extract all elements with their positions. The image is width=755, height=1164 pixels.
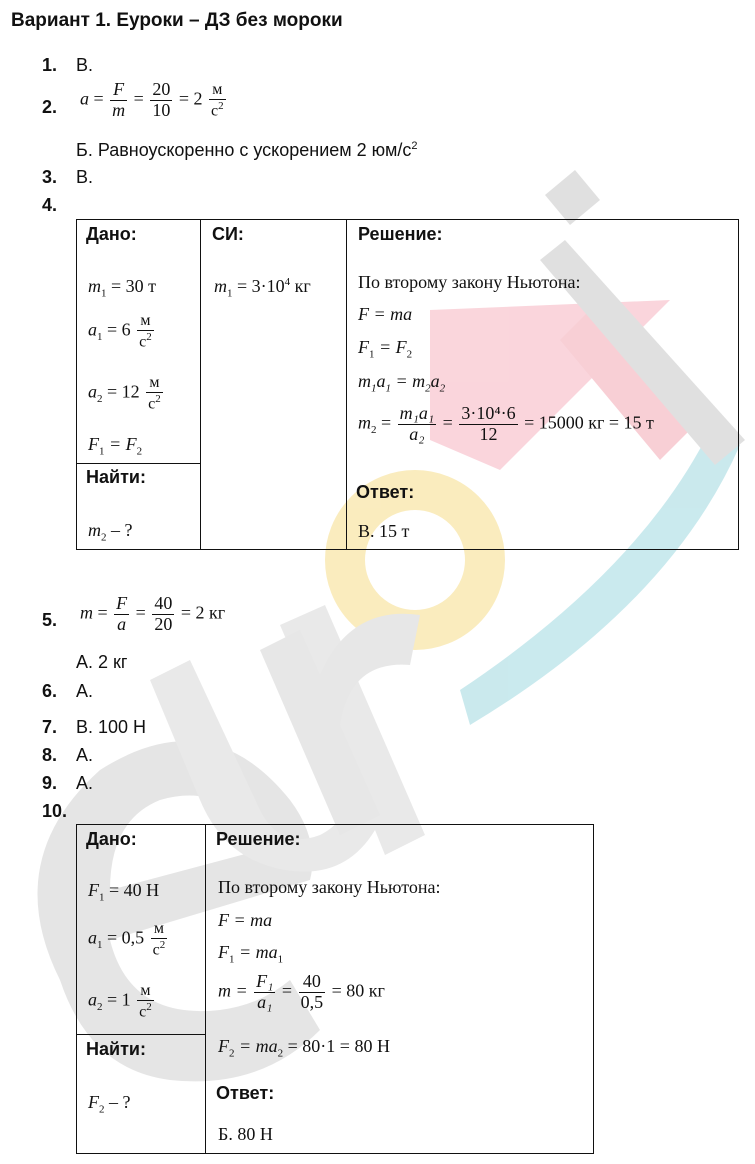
item-1-answer: В. (76, 55, 94, 75)
subscript: 2 (277, 1047, 284, 1060)
symbol: a (88, 319, 97, 340)
symbol: = ma (234, 1036, 278, 1056)
superscript: 2 (218, 99, 224, 112)
fraction-top: м (151, 920, 168, 939)
value: = 6 (107, 319, 131, 340)
fraction-top: 3·10⁴·6 (461, 403, 516, 423)
unit-fraction (137, 982, 154, 1021)
symbol: a (88, 927, 97, 948)
item-5-number: 5. (42, 610, 58, 630)
value: – ? (106, 520, 133, 540)
given-a1 (88, 312, 156, 351)
value: = 12 (107, 381, 140, 402)
superscript: 2 (411, 140, 418, 152)
table-4-answer: В. 15 т (358, 521, 410, 541)
symbol: F (88, 880, 99, 900)
symbol: m (80, 602, 93, 623)
unit-text: с (148, 394, 156, 412)
table-4-si-header: СИ: (212, 224, 244, 244)
item-5-answer: А. 2 кг (76, 652, 128, 672)
answer-text: Б. Равноускоренно с ускорением 2 юм/с (76, 140, 412, 160)
subscript: 1 (227, 287, 233, 300)
subscript: 1 (101, 287, 107, 300)
symbol: = ma (234, 942, 278, 962)
fraction (254, 972, 275, 1013)
item-7-answer: В. 100 Н (76, 717, 147, 737)
symbol: = m (391, 371, 426, 391)
subscript: 2 (101, 531, 107, 544)
fraction (459, 404, 517, 445)
table-4-answer-header: Ответ: (356, 482, 415, 502)
fraction-top: 40 (154, 593, 173, 613)
symbol: a (430, 371, 440, 391)
given-f-equality (88, 434, 142, 458)
unit-fraction (137, 312, 154, 351)
subscript: 1 (97, 938, 103, 951)
value: – ? (104, 1092, 131, 1112)
value: = 3·10 (232, 276, 285, 296)
result: = 80 кг (331, 980, 385, 1001)
unit-text: с (210, 101, 219, 119)
unit-text: с (139, 332, 147, 350)
superscript: 2 (146, 1000, 152, 1013)
result: 2 кг (195, 602, 226, 623)
table-10-divider (205, 824, 206, 1154)
symbol: m (88, 520, 101, 540)
table-4-find (88, 520, 133, 544)
symbol: m (88, 276, 101, 296)
item-6-number: 6. (42, 681, 58, 701)
fraction-top: m₁a₁ (399, 403, 435, 423)
solution-law: По второму закону Ньютона: (358, 272, 581, 292)
superscript: 2 (146, 330, 152, 343)
table-10-find (88, 1092, 131, 1116)
table-4-find-header: Найти: (86, 467, 146, 487)
subscript: 1 (385, 382, 391, 395)
table-10-answer: Б. 80 Н (218, 1124, 273, 1144)
fraction-bottom (137, 1001, 154, 1021)
fraction-bottom: a₁ (257, 991, 273, 1012)
fraction-bottom: 12 (479, 423, 498, 444)
fraction (150, 80, 172, 121)
result: = 15000 кг = 15 т (524, 412, 654, 433)
superscript: 2 (155, 392, 161, 405)
subscript: 2 (406, 348, 413, 361)
symbol: = F (374, 337, 407, 357)
fraction-bottom: 20 (154, 613, 173, 634)
symbol: a (376, 371, 386, 391)
formula-result: 2 (193, 88, 203, 109)
fraction-top: 40 (299, 972, 326, 993)
subscript: 1 (97, 330, 103, 343)
page-title: Вариант 1. Еуроки – ДЗ без мороки (11, 10, 343, 31)
item-6-answer: А. (76, 681, 94, 701)
value: = 30 т (111, 276, 157, 296)
fraction-bottom (209, 100, 226, 120)
item-8-answer: А. (76, 745, 94, 765)
item-10-number: 10. (42, 801, 68, 821)
value: = 1 (102, 989, 131, 1010)
given-a1 (88, 920, 169, 959)
subscript: 2 (229, 1047, 235, 1060)
symbol: m = (218, 980, 248, 1001)
unit-fraction (146, 374, 163, 413)
item-2-answer (76, 140, 417, 161)
item-9-answer: А. (76, 773, 94, 793)
subscript: 2 (439, 382, 446, 395)
subscript: 1 (369, 348, 375, 361)
result: = 80·1 = 80 Н (283, 1036, 390, 1056)
fraction-bottom (146, 393, 163, 413)
symbol: = F (104, 434, 137, 454)
fraction-top: F (110, 80, 127, 101)
superscript: 4 (284, 276, 291, 288)
subscript: 1 (99, 445, 105, 458)
value: = 40 Н (104, 880, 160, 900)
table-4-divider (346, 219, 347, 549)
solution-line-2 (358, 337, 412, 361)
fraction (398, 404, 437, 445)
item-2-number: 2. (42, 97, 58, 117)
solution-line-2 (218, 942, 283, 966)
subscript: 1 (277, 953, 284, 966)
fraction-bottom: 0,5 (300, 991, 324, 1012)
subscript: 1 (99, 891, 105, 904)
table-10-answer-header: Ответ: (216, 1083, 275, 1103)
item-9-number: 9. (42, 773, 58, 793)
symbol: m (358, 371, 371, 391)
subscript: 2 (99, 1103, 105, 1116)
symbol: F (88, 434, 99, 454)
table-4-solution-header: Решение: (358, 224, 443, 244)
symbol: F (218, 1036, 229, 1056)
unit: кг (290, 276, 311, 296)
fraction-top: м (146, 374, 163, 393)
unit-fraction (209, 81, 226, 120)
symbol: a (88, 381, 97, 402)
table-10-find-header: Найти: (86, 1039, 146, 1059)
fraction-bottom (137, 331, 154, 351)
fraction (114, 594, 129, 635)
si-m1 (214, 276, 311, 300)
item-5-formula: m = $\frac{F}{a}$ = $\frac{40}{20}$ = 2 кг (80, 593, 226, 634)
fraction-top: F (116, 593, 128, 613)
item-2-formula: a = $\frac{F}{m}$ = $\frac{20}{10}$ = 2 $\frac{м}{с^2}$ (80, 79, 224, 120)
unit-text: с (152, 940, 160, 958)
subscript: 2 (425, 382, 431, 395)
solution-line-1: F = ma (358, 304, 413, 324)
fraction (299, 972, 326, 1013)
solution-line-4 (218, 1036, 390, 1060)
fraction-bottom: m (112, 99, 126, 120)
table-10-divider (76, 1034, 206, 1035)
fraction (110, 80, 127, 121)
subscript: 1 (229, 953, 235, 966)
subscript: 2 (97, 1000, 103, 1013)
given-m1 (88, 276, 156, 300)
fraction-top: 20 (152, 79, 171, 99)
symbol: F (358, 337, 369, 357)
subscript: 1 (371, 382, 377, 395)
given-a2 (88, 982, 156, 1021)
fraction-top: м (209, 81, 226, 100)
given-a2 (88, 374, 165, 413)
table-4-divider (76, 463, 201, 464)
fraction-top: F₁ (256, 971, 274, 991)
fraction-top: м (137, 312, 154, 331)
subscript: 2 (371, 424, 377, 437)
solution-line-3: m = $\frac{\text{F₁}}{\text{a₁}}$ = $\frac{40}{0,5}$ = 80 кг (218, 971, 385, 1012)
table-10-given-header: Дано: (86, 829, 137, 849)
formula-symbol: a (80, 88, 89, 109)
fraction-top: м (137, 982, 154, 1001)
value: = 0,5 (102, 927, 145, 948)
symbol: F (88, 1092, 99, 1112)
solution-line-4: $m_2$ = $\frac{\text{m₁a₁}}{\text{a₂}}$ = $\frac{\text{3·10⁴·6}}{12}$ = 15000 кг = 15 т (358, 403, 654, 444)
item-4-number: 4. (42, 195, 58, 215)
solution-line-1: F = ma (218, 910, 273, 930)
item-8-number: 8. (42, 745, 58, 765)
symbol: m (214, 276, 227, 296)
fraction-bottom: 10 (152, 99, 171, 120)
item-1-number: 1. (42, 55, 58, 75)
fraction (152, 594, 174, 635)
item-7-number: 7. (42, 717, 58, 737)
unit-text: с (139, 1002, 147, 1020)
table-4-divider (200, 219, 201, 549)
superscript: 2 (159, 938, 166, 951)
item-3-answer: В. (76, 167, 94, 187)
subscript: 2 (136, 445, 143, 458)
subscript: 2 (97, 392, 103, 405)
fraction-bottom: a (117, 613, 127, 634)
given-f1 (88, 880, 159, 904)
unit-fraction (151, 920, 168, 959)
solution-line-3 (358, 371, 445, 395)
symbol: F (218, 942, 229, 962)
fraction-bottom (151, 939, 168, 959)
table-10-solution-header: Решение: (216, 829, 301, 849)
table-4-given-header: Дано: (86, 224, 137, 244)
item-3-number: 3. (42, 167, 58, 187)
symbol: m (358, 412, 371, 433)
fraction-bottom: a₂ (409, 423, 425, 444)
symbol: a (88, 989, 97, 1010)
solution-law: По второму закону Ньютона: (218, 877, 441, 897)
